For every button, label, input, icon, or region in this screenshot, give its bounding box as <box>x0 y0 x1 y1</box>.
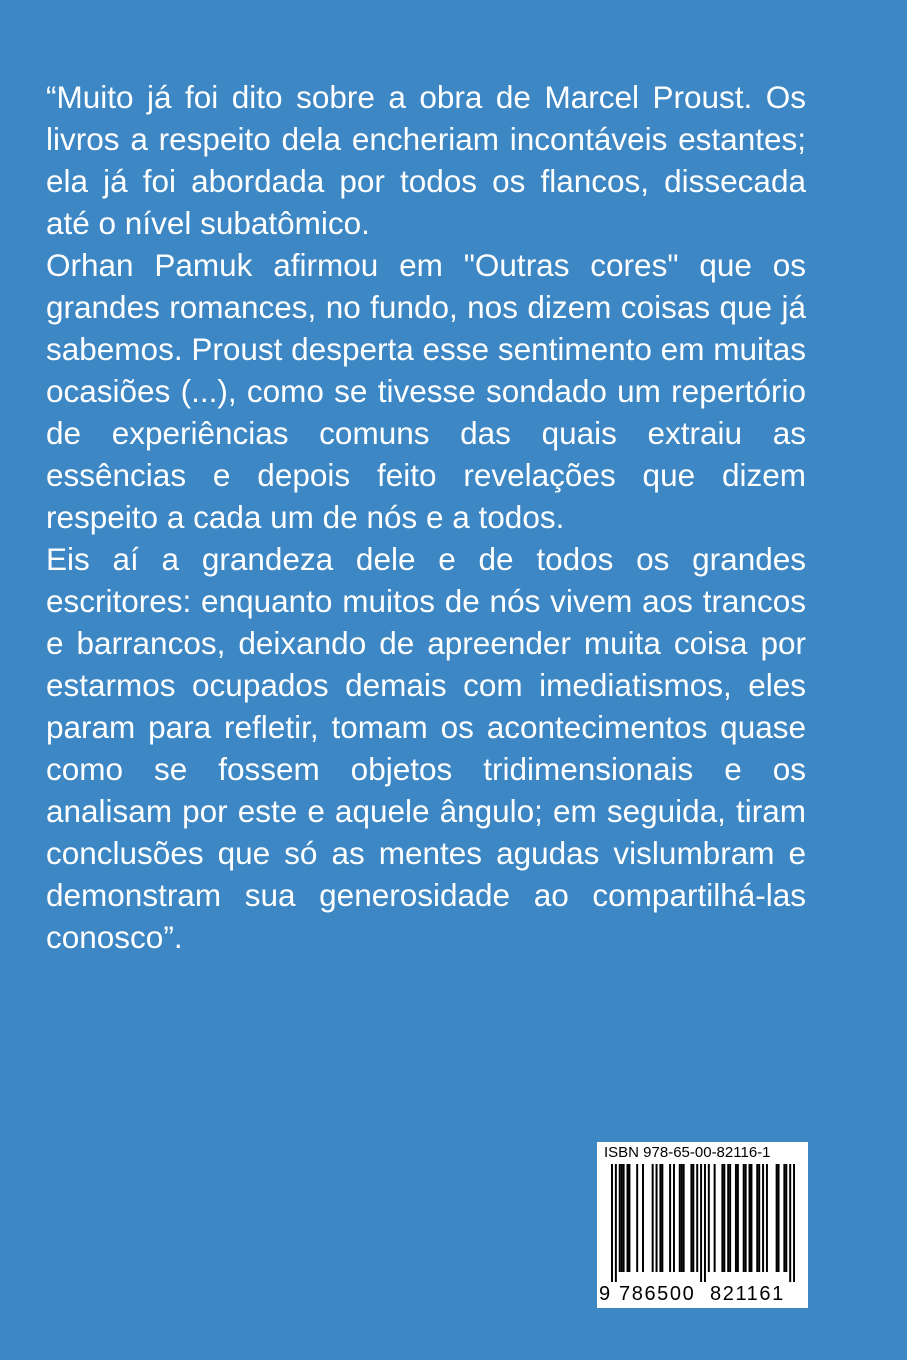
barcode-guard-bar <box>700 1164 702 1282</box>
barcode-bar <box>696 1164 698 1272</box>
barcode-bar <box>679 1164 681 1272</box>
blurb-paragraph: Eis aí a grandeza dele e de todos os grandes escritores: enquanto muitos de nós vivem aos trancos e barrancos, deixando de apreender muita coisa por estarmos ocupados demais com imediatismos, eles param para refletir, tomam os acontecimentos quase como se fossem objetos tridimensionais e os analisam por este e aquele ângulo; em seguida, tiram conclusões que só as mentes agudas vislumbram e demonstram sua generosidade ao compartilhá-las conosco”. <box>46 541 806 955</box>
barcode-bar <box>692 1164 694 1272</box>
barcode-bar <box>762 1164 764 1272</box>
barcode-bar <box>783 1164 785 1272</box>
barcode-bar <box>758 1164 760 1272</box>
barcode-bar <box>619 1164 621 1272</box>
barcode-guard-bar <box>615 1164 617 1282</box>
barcode-bar <box>673 1164 675 1272</box>
ean-digit-group: 9 <box>599 1283 612 1305</box>
barcode-bars <box>611 1164 795 1282</box>
barcode-bar <box>621 1164 623 1272</box>
isbn-label: ISBN 978-65-00-82116-1 <box>604 1144 771 1161</box>
barcode-bar <box>681 1164 683 1272</box>
barcode-guard-bar <box>704 1164 706 1282</box>
barcode-bar <box>623 1164 625 1272</box>
barcode-bar <box>745 1164 747 1272</box>
ean-digit-group: 821161 <box>710 1283 785 1305</box>
barcode-bar <box>756 1164 758 1272</box>
blurb-paragraph: “Muito já foi dito sobre a obra de Marcel Proust. Os livros a respeito dela encheriam incontáveis estantes; ela já foi abordada por todos os flancos, dissecada até o nível subatômico. <box>46 79 806 241</box>
ean-digits <box>597 1282 808 1306</box>
isbn-barcode <box>597 1142 808 1308</box>
barcode-guard-bar <box>793 1164 795 1282</box>
barcode-guard-bar <box>789 1164 791 1282</box>
barcode-bar <box>737 1164 739 1272</box>
blurb-text <box>46 76 806 958</box>
barcode-bar <box>636 1164 638 1272</box>
barcode-bar <box>743 1164 745 1272</box>
barcode-bar <box>749 1164 751 1272</box>
barcode-bar <box>778 1164 780 1272</box>
barcode-bar <box>776 1164 778 1272</box>
barcode-bar <box>729 1164 731 1272</box>
barcode-bar <box>656 1164 658 1272</box>
barcode-bar <box>785 1164 787 1272</box>
barcode-bar <box>642 1164 644 1272</box>
barcode-bar <box>766 1164 768 1272</box>
barcode-bar <box>690 1164 692 1272</box>
barcode-guard-bar <box>611 1164 613 1282</box>
barcode-bar <box>721 1164 723 1272</box>
barcode-bar <box>628 1164 630 1272</box>
barcode-bar <box>683 1164 685 1272</box>
barcode-bar <box>727 1164 729 1272</box>
barcode-bar <box>652 1164 654 1272</box>
blurb-paragraph: Orhan Pamuk afirmou em "Outras cores" que os grandes romances, no fundo, nos dizem coisas que já sabemos. Proust desperta esse sentimento em muitas ocasiões (...), como se tivesse sondado um repertório de experiências comuns das quais extraiu as essências e depois feito revelações que dizem respeito a cada um de nós e a todos. <box>46 247 806 535</box>
barcode-bar <box>714 1164 716 1272</box>
barcode-bar <box>659 1164 661 1272</box>
barcode-bar <box>735 1164 737 1272</box>
barcode-bar <box>626 1164 628 1272</box>
ean-digit-group: 786500 <box>619 1283 696 1305</box>
barcode-bar <box>669 1164 671 1272</box>
barcode-bar <box>661 1164 663 1272</box>
barcode-bar <box>723 1164 725 1272</box>
barcode-bar <box>708 1164 710 1272</box>
barcode-bar <box>750 1164 752 1272</box>
